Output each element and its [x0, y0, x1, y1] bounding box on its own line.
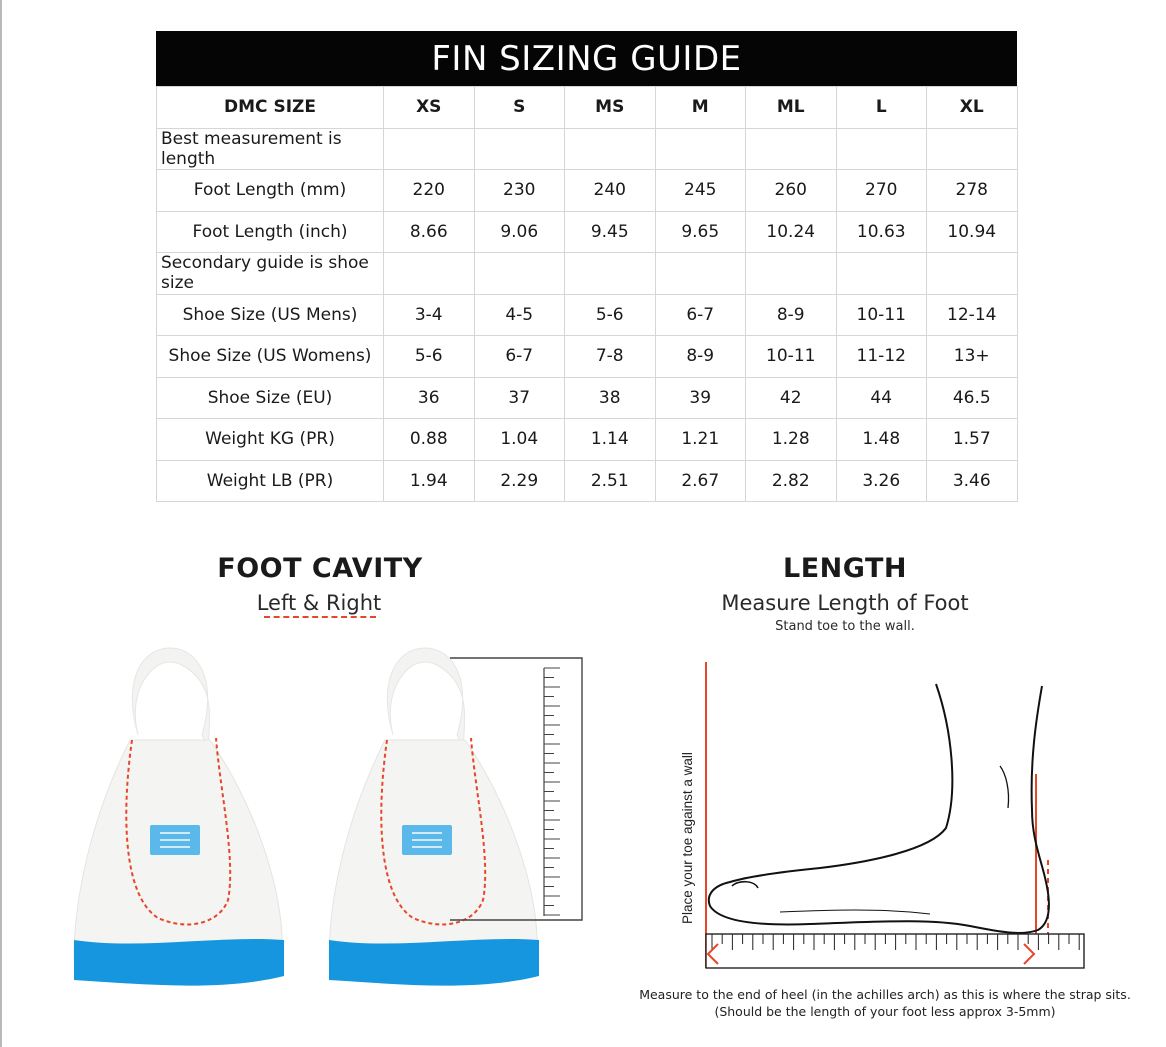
- row-label: Weight KG (PR): [157, 419, 384, 461]
- subheading-underline: [264, 616, 376, 618]
- table-cell: 240: [565, 170, 656, 212]
- table-cell: [836, 128, 927, 170]
- header-cell-size: XL: [927, 87, 1018, 129]
- table-cell: 10.94: [927, 211, 1018, 253]
- table-cell: 9.45: [565, 211, 656, 253]
- wall-label: Place your toe against a wall: [680, 752, 695, 924]
- left-fin: [74, 648, 284, 986]
- table-cell: 44: [836, 377, 927, 419]
- table-cell: 2.51: [565, 460, 656, 502]
- table-cell: 1.28: [746, 419, 837, 461]
- section-row: [157, 128, 1018, 170]
- section-label: Best measurement is length: [157, 128, 384, 170]
- table-cell: 37: [474, 377, 565, 419]
- table-cell: 1.14: [565, 419, 656, 461]
- table-cell: 3.26: [836, 460, 927, 502]
- table-cell: 39: [655, 377, 746, 419]
- table-header-row: [157, 87, 1018, 129]
- table-cell: 5-6: [384, 336, 475, 378]
- table-row: [157, 294, 1018, 336]
- table-cell: 38: [565, 377, 656, 419]
- table-cell: 8-9: [655, 336, 746, 378]
- table-cell: [565, 128, 656, 170]
- table-row: [157, 460, 1018, 502]
- table-row: [157, 211, 1018, 253]
- guide-title: FIN SIZING GUIDE: [156, 31, 1017, 86]
- page-edge-rule: [0, 0, 2, 1047]
- table-row: [157, 336, 1018, 378]
- table-row: [157, 170, 1018, 212]
- row-label: Shoe Size (US Mens): [157, 294, 384, 336]
- table-cell: 1.21: [655, 419, 746, 461]
- table-cell: 10.63: [836, 211, 927, 253]
- section-row: [157, 253, 1018, 295]
- table-cell: 11-12: [836, 336, 927, 378]
- table-cell: [384, 128, 475, 170]
- table-cell: 2.29: [474, 460, 565, 502]
- table-cell: 220: [384, 170, 475, 212]
- foot-cavity-heading: FOOT CAVITY: [217, 553, 423, 584]
- table-cell: 0.88: [384, 419, 475, 461]
- length-note: Stand toe to the wall.: [775, 619, 915, 634]
- row-label: Shoe Size (US Womens): [157, 336, 384, 378]
- section-label: Secondary guide is shoe size: [157, 253, 384, 295]
- foot-cavity-subheading: Left & Right: [256, 591, 382, 615]
- table-cell: 9.06: [474, 211, 565, 253]
- table-cell: 245: [655, 170, 746, 212]
- table-cell: [746, 253, 837, 295]
- table-cell: 42: [746, 377, 837, 419]
- table-cell: 8.66: [384, 211, 475, 253]
- table-cell: [927, 253, 1018, 295]
- table-cell: 10-11: [836, 294, 927, 336]
- row-label: Foot Length (mm): [157, 170, 384, 212]
- row-label: Weight LB (PR): [157, 460, 384, 502]
- table-cell: [655, 128, 746, 170]
- fin-illustration: [60, 640, 600, 1000]
- table-cell: 4-5: [474, 294, 565, 336]
- table-cell: [655, 253, 746, 295]
- row-label: Foot Length (inch): [157, 211, 384, 253]
- table-cell: 6-7: [474, 336, 565, 378]
- table-cell: 230: [474, 170, 565, 212]
- table-cell: 2.82: [746, 460, 837, 502]
- table-cell: 9.65: [655, 211, 746, 253]
- length-heading: LENGTH: [783, 553, 907, 584]
- header-cell-dmc-size: DMC SIZE: [157, 87, 384, 129]
- table-cell: [746, 128, 837, 170]
- table-cell: [474, 128, 565, 170]
- table-cell: 8-9: [746, 294, 837, 336]
- header-cell-size: XS: [384, 87, 475, 129]
- header-cell-size: ML: [746, 87, 837, 129]
- header-cell-size: MS: [565, 87, 656, 129]
- table-cell: [384, 253, 475, 295]
- header-cell-size: M: [655, 87, 746, 129]
- table-cell: [836, 253, 927, 295]
- table-cell: 1.04: [474, 419, 565, 461]
- table-cell: 1.48: [836, 419, 927, 461]
- header-cell-size: S: [474, 87, 565, 129]
- table-cell: 260: [746, 170, 837, 212]
- table-cell: 2.67: [655, 460, 746, 502]
- right-fin: [329, 648, 582, 986]
- table-cell: 10.24: [746, 211, 837, 253]
- table-cell: 1.94: [384, 460, 475, 502]
- table-cell: 1.57: [927, 419, 1018, 461]
- length-caption-line1: Measure to the end of heel (in the achilles arch) as this is where the strap sits.: [639, 987, 1131, 1002]
- table-cell: 10-11: [746, 336, 837, 378]
- table-cell: [474, 253, 565, 295]
- table-cell: 13+: [927, 336, 1018, 378]
- length-subheading: Measure Length of Foot: [721, 591, 969, 615]
- table-cell: [927, 128, 1018, 170]
- table-cell: 36: [384, 377, 475, 419]
- table-cell: 6-7: [655, 294, 746, 336]
- foot-outline: [709, 684, 1049, 933]
- table-cell: 3-4: [384, 294, 475, 336]
- table-row: [157, 419, 1018, 461]
- table-cell: 7-8: [565, 336, 656, 378]
- table-cell: 3.46: [927, 460, 1018, 502]
- sizing-table: [156, 86, 1018, 502]
- table-cell: 5-6: [565, 294, 656, 336]
- row-label: Shoe Size (EU): [157, 377, 384, 419]
- table-cell: 270: [836, 170, 927, 212]
- header-cell-size: L: [836, 87, 927, 129]
- table-cell: 278: [927, 170, 1018, 212]
- table-cell: [565, 253, 656, 295]
- table-row: [157, 377, 1018, 419]
- length-caption-line2: (Should be the length of your foot less approx 3-5mm): [714, 1004, 1056, 1019]
- table-cell: 12-14: [927, 294, 1018, 336]
- table-cell: 46.5: [927, 377, 1018, 419]
- foot-measure-illustration: [670, 650, 1100, 980]
